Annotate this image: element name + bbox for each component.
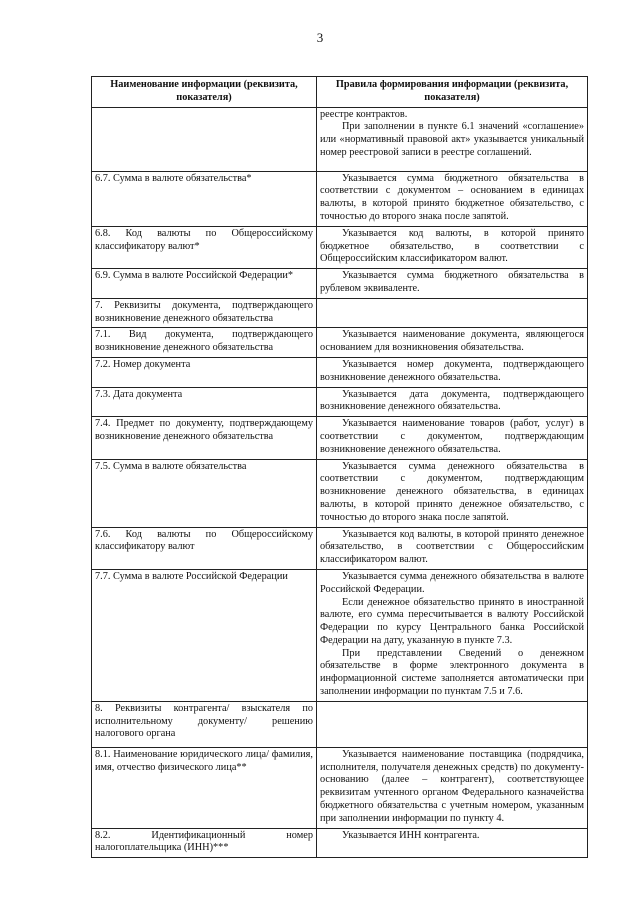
table-row xyxy=(92,269,588,299)
table-header-row xyxy=(92,77,588,108)
row-rule xyxy=(317,328,588,358)
row-rule xyxy=(317,828,588,858)
row-name: 7.5. Сумма в валюте обязательства xyxy=(92,459,317,527)
row-name: 6.9. Сумма в валюте Российской Федерации* xyxy=(92,269,317,299)
row-name: 7. Реквизиты документа, подтверждающего возникновение денежного обязательства xyxy=(92,298,317,328)
row-rule xyxy=(317,527,588,569)
table-row xyxy=(92,527,588,569)
rule-paragraph: Если денежное обязательство принято в иностранной валюте, его сумма пересчитывается в валюту Российской Федерации по курсу Центрального банка Российской Федерации на дату, указанную в пункте 7.3. xyxy=(320,596,584,646)
row-rule xyxy=(317,417,588,459)
table-row xyxy=(92,569,588,701)
header-name-column: Наименование информации (реквизита, показателя) xyxy=(92,77,317,108)
rule-paragraph: Указывается наименование товаров (работ, услуг) в соответствии с документом, подтверждающим возникновение денежного обязательства. xyxy=(320,418,584,455)
table-row xyxy=(92,107,588,171)
rule-paragraph: Указывается сумма денежного обязательства в валюте Российской Федерации. xyxy=(320,570,584,595)
row-name: 7.4. Предмет по документу, подтверждающему возникновение денежного обязательства xyxy=(92,417,317,459)
table-row xyxy=(92,387,588,417)
table-row xyxy=(92,828,588,858)
row-name: 7.3. Дата документа xyxy=(92,387,317,417)
rule-paragraph: Указывается наименование поставщика (подрядчика, исполнителя, получателя денежных средств) по документу-основанию (далее – контрагент), соответствующее реквизитам учтенного органом Федерального казначейства бюджетного обязательства с учетным номером, указанным при заполнении информации по пункту 4. xyxy=(320,748,584,824)
row-name: 8. Реквизиты контрагента/ взыскателя по исполнительному документу/ решению налогового органа xyxy=(92,701,317,747)
table-row xyxy=(92,298,588,328)
table-row xyxy=(92,171,588,226)
row-name: 7.1. Вид документа, подтверждающего возникновение денежного обязательства xyxy=(92,328,317,358)
rule-paragraph: Указывается наименование документа, являющегося основанием для возникновения обязательства. xyxy=(320,329,584,354)
rule-paragraph: Указывается ИНН контрагента. xyxy=(342,829,480,841)
table-row xyxy=(92,357,588,387)
row-rule xyxy=(317,226,588,268)
row-name: 6.8. Код валюты по Общероссийскому классификатору валют* xyxy=(92,226,317,268)
row-name: 8.2. Идентификационный номер налогоплательщика (ИНН)*** xyxy=(92,828,317,858)
row-rule xyxy=(317,701,588,747)
rule-paragraph: Указывается дата документа, подтверждающего возникновение денежного обязательства. xyxy=(320,388,584,413)
table-row xyxy=(92,328,588,358)
table-row xyxy=(92,226,588,268)
row-name: 7.7. Сумма в валюте Российской Федерации xyxy=(92,569,317,701)
rule-paragraph: реестре контрактов. xyxy=(320,108,408,120)
rule-paragraph: При заполнении в пункте 6.1 значений «соглашение» или «нормативный правовой акт» указывается уникальный номер реестровой записи в реестре соглашений. xyxy=(320,121,584,158)
rule-paragraph: Указывается номер документа, подтверждающего возникновение денежного обязательства. xyxy=(320,358,584,383)
row-name: 7.2. Номер документа xyxy=(92,357,317,387)
table-row xyxy=(92,747,588,828)
row-name: 8.1. Наименование юридического лица/ фамилия, имя, отчество физического лица** xyxy=(92,747,317,828)
table-row xyxy=(92,459,588,527)
row-rule xyxy=(317,357,588,387)
row-rule xyxy=(317,298,588,328)
rule-paragraph: Указывается код валюты, в которой принято бюджетное обязательство, в соответствии с Общероссийским классификатором валют. xyxy=(320,227,584,265)
table-row xyxy=(92,417,588,459)
row-rule xyxy=(317,747,588,828)
row-rule xyxy=(317,107,588,171)
header-rules-column: Правила формирования информации (реквизита, показателя) xyxy=(317,77,588,108)
rule-paragraph: При представлении Сведений о денежном обязательстве в форме электронного документа в информационной системе заполняется автоматически при заполнении информации по пунктам 7.5 и 7.6. xyxy=(320,647,584,698)
rule-paragraph: Указывается код валюты, в которой принято денежное обязательство, в соответствии с Общероссийским классификатором валют. xyxy=(320,528,584,566)
row-rule xyxy=(317,569,588,701)
rule-paragraph: Указывается сумма денежного обязательства в соответствии с документом, подтверждающим возникновение денежного обязательства, в единицах валюты, в которой принято денежное обязательство, с точностью до второго знака после запятой. xyxy=(320,460,584,523)
row-name: 7.6. Код валюты по Общероссийскому классификатору валют xyxy=(92,527,317,569)
row-rule xyxy=(317,269,588,299)
row-rule xyxy=(317,171,588,226)
requisites-table xyxy=(91,76,588,858)
row-name xyxy=(92,107,317,171)
table-row xyxy=(92,701,588,747)
page-number: 3 xyxy=(316,30,324,45)
row-rule xyxy=(317,387,588,417)
rule-paragraph: Указывается сумма бюджетного обязательства в рублевом эквиваленте. xyxy=(320,270,584,294)
rule-paragraph: Указывается сумма бюджетного обязательства в соответствии с документом – основанием в единицах валюты, в которой принято бюджетное обязательство, с точностью до второго знака после запятой. xyxy=(320,172,584,222)
row-name: 6.7. Сумма в валюте обязательства* xyxy=(92,171,317,226)
row-rule xyxy=(317,459,588,527)
